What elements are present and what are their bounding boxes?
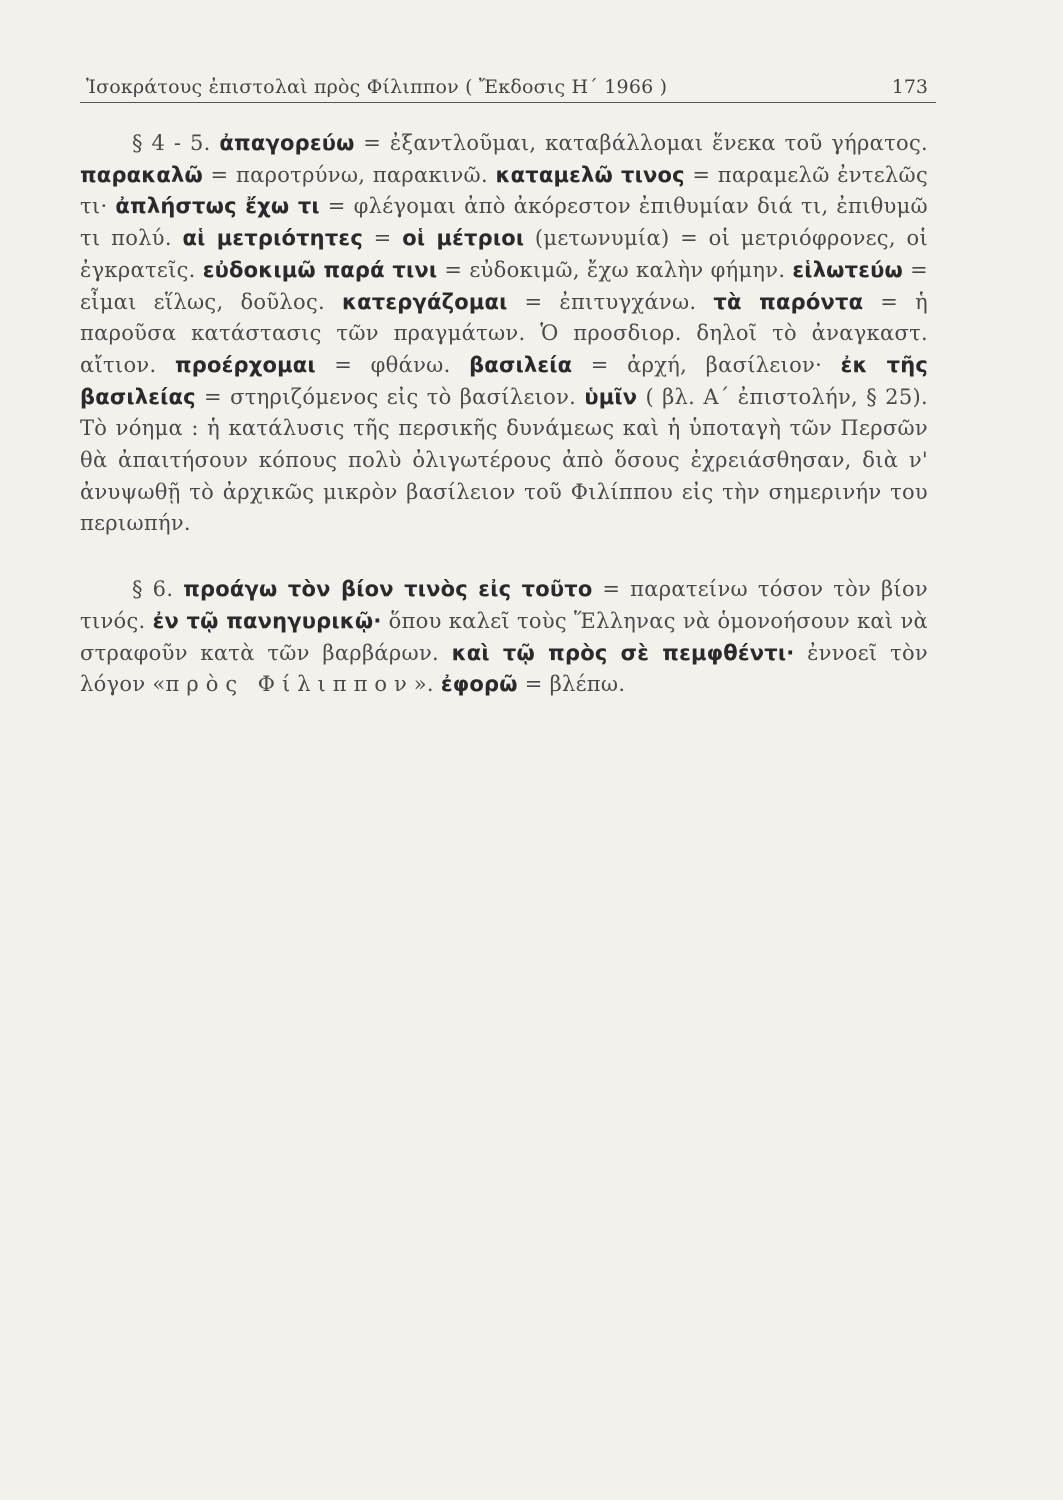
- lemma: οἱ μέτριοι: [402, 226, 525, 251]
- gloss: = εἶμαι εἵλως, δοῦλος.: [80, 257, 928, 314]
- gloss: = ἐπιτυγχάνω.: [524, 289, 697, 314]
- gloss: = παρατείνω τόσον τὸν βίον τινός.: [80, 577, 928, 633]
- gloss: = φλέγομαι ἀπὸ ἀκόρεστον ἐπιθυμίαν διά τι, ἐπιθυμῶ τι πολύ.: [80, 194, 928, 251]
- gloss: (μετωνυμία) = οἱ μετριόφρονες, οἱ ἐγκρατεῖς.: [80, 226, 928, 282]
- spaced-title: πρὸς Φίλιππον: [165, 672, 414, 697]
- paragraph-section-6: [80, 574, 928, 701]
- lemma: κατεργάζομαι: [342, 289, 508, 314]
- gloss: = βλέπω.: [524, 672, 626, 697]
- commentary-text: [80, 128, 928, 701]
- lemma: ἀπλήστως ἔχω τι: [115, 194, 320, 219]
- lemma: ἐφορῶ: [440, 672, 518, 697]
- lemma: ἀπαγορεύω: [219, 131, 355, 155]
- lemma: προάγω τὸν βίον τινὸς εἰς τοῦτο: [183, 577, 593, 602]
- lemma: προέρχομαι: [174, 352, 316, 377]
- lemma: ὑμῖν: [584, 384, 638, 409]
- gloss: ὅπου καλεῖ τοὺς Ἕλληνας νὰ ὁμονοήσουν καὶ νὰ στραφοῦν κατὰ τῶν βαρβάρων.: [80, 608, 928, 665]
- gloss: ».: [413, 672, 434, 697]
- lemma: καταμελῶ τινος: [495, 162, 685, 187]
- gloss: = ἐξαντλοῦμαι, καταβάλλομαι ἕνεκα τοῦ γήρατος.: [363, 131, 928, 155]
- running-header: [80, 72, 936, 103]
- lemma: παρακαλῶ: [80, 162, 203, 187]
- paragraph-sections-4-5: [80, 128, 928, 540]
- lemma: βασιλεία: [469, 352, 573, 377]
- header-title: Ἰσοκράτους ἐπιστολαὶ πρὸς Φίλιππον ( Ἔκδοσις Η΄ 1966 ): [86, 76, 668, 98]
- gloss: =: [373, 226, 392, 251]
- lemma: εὐδοκιμῶ παρά τινι: [202, 257, 438, 282]
- gloss: ἐννοεῖ τὸν λόγον «: [80, 640, 928, 697]
- gloss: = ἡ παροῦσα κατάστασις τῶν πραγμάτων. Ὁ προσδιορ. δηλοῖ τὸ ἀναγκαστ. αἴτιον.: [80, 289, 928, 377]
- gloss: ( βλ. Α΄ ἐπιστολήν, § 25). Τὸ νόημα : ἡ κατάλυσις τῆς περσικῆς δυνάμεως καὶ ἡ ὑποταγὴ τῶν Περσῶν θὰ ἀπαιτήσουν κόπους πολὺ ὀλιγωτέρους ἀπὸ ὅσους ἐχρειάσθησαν, διὰ ν' ἀνυψωθῇ τὸ ἀρχικῶς μικρὸν βασίλειον τοῦ Φιλίππου εἰς τὴν σημερινήν του περιωπήν.: [80, 384, 928, 536]
- gloss: = παροτρύνω, παρακινῶ.: [210, 162, 488, 187]
- lemma: ἐκ τῆς βασιλείας: [80, 352, 929, 409]
- gloss: = παραμελῶ ἐντελῶς τι·: [80, 162, 929, 219]
- lemma: ἐν τῷ πανηγυρικῷ·: [152, 608, 382, 633]
- lemma: τὰ παρόντα: [713, 289, 864, 314]
- gloss: = ἀρχή, βασίλειον·: [590, 352, 823, 377]
- lemma: εἱλωτεύω: [792, 257, 903, 282]
- gloss: = στηριζόμενος εἰς τὸ βασίλειον.: [204, 384, 577, 409]
- gloss: = εὐδοκιμῶ, ἔχω καλὴν φήμην.: [444, 257, 786, 282]
- section-mark: § 4 - 5.: [132, 131, 211, 155]
- page-number: 173: [891, 76, 928, 98]
- lemma: αἱ μετριότητες: [182, 226, 363, 251]
- lemma: καὶ τῷ πρὸς σὲ πεμφθέντι·: [451, 640, 795, 665]
- section-mark: § 6.: [132, 577, 174, 602]
- gloss: = φθάνω.: [334, 352, 451, 377]
